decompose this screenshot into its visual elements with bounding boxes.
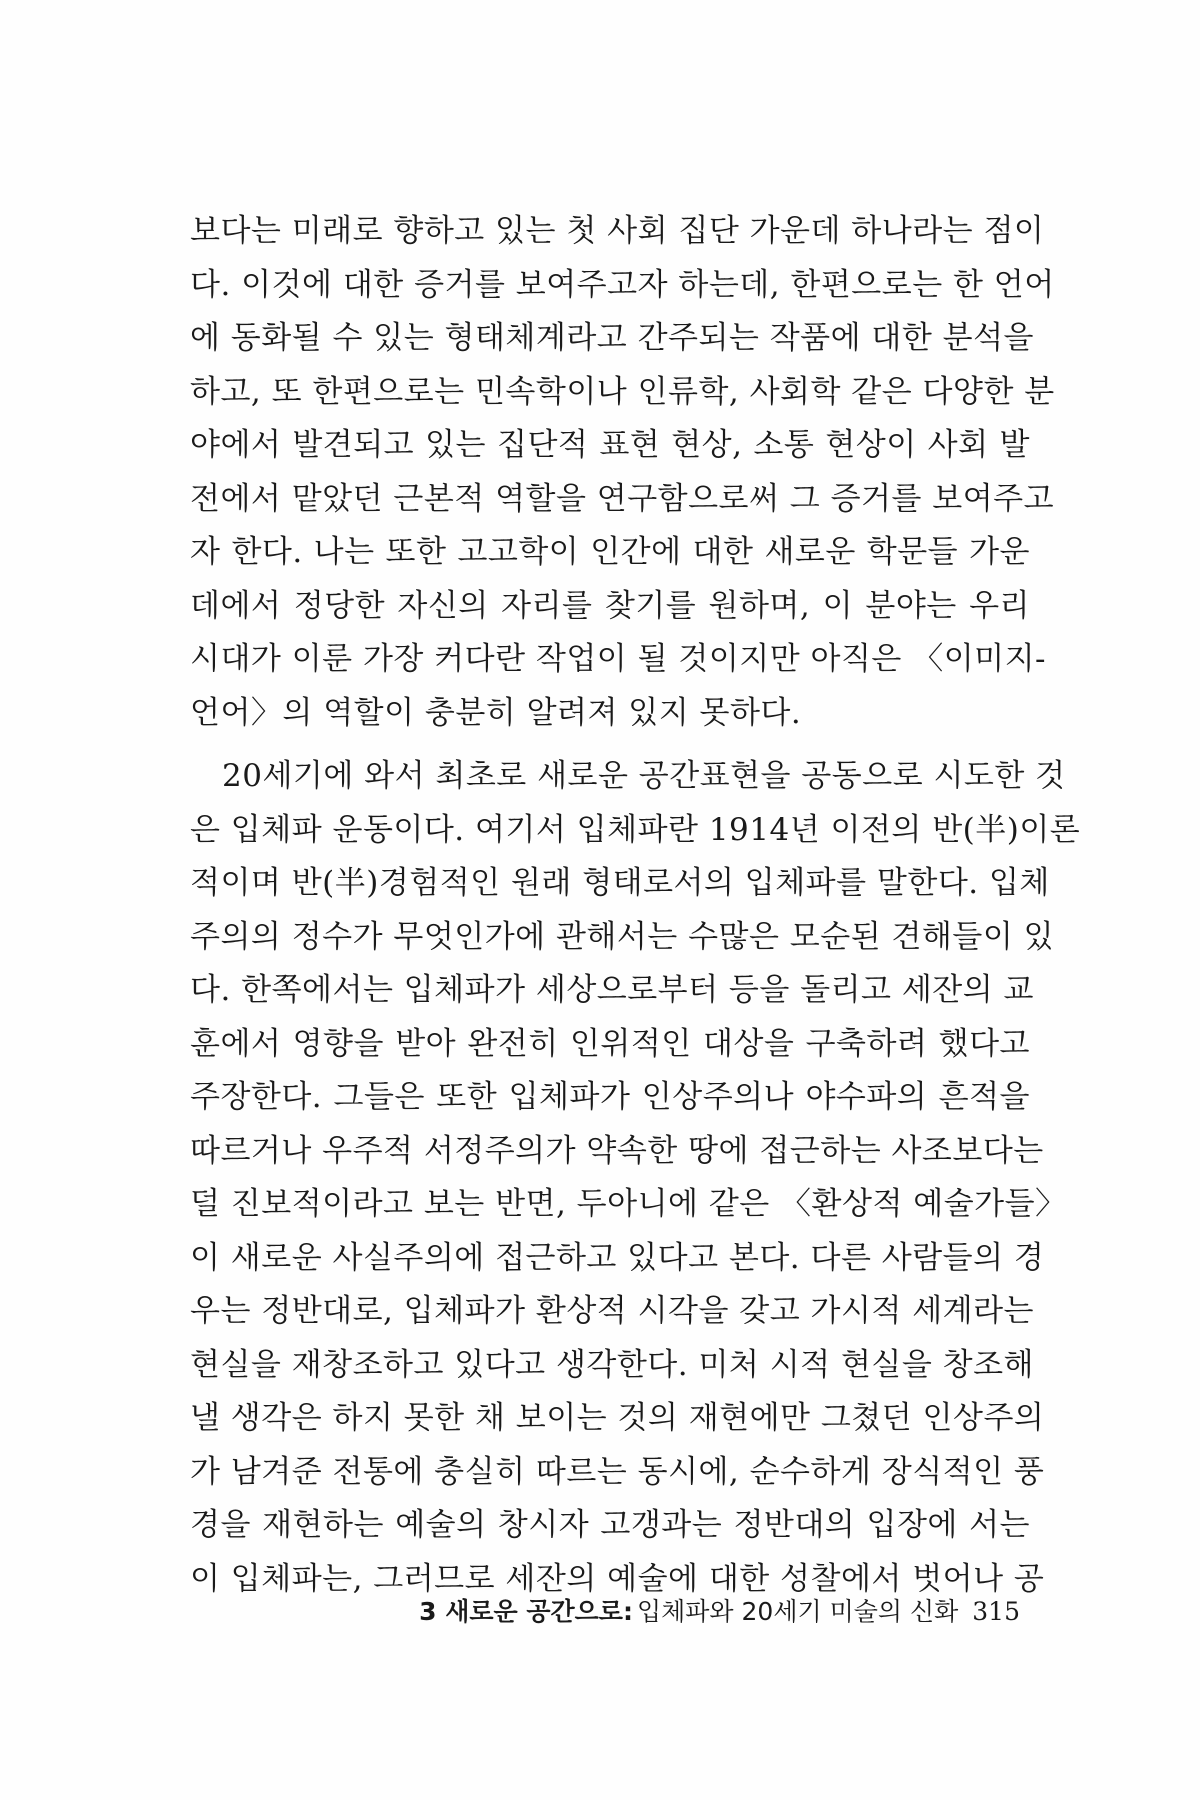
- text-line: 20세기에 와서 최초로 새로운 공간표현을 공동으로 시도한 것: [222, 758, 1066, 794]
- text-line: 다. 이것에 대한 증거를 보여주고자 하는데, 한편으로는 한 언어: [190, 266, 1055, 303]
- text-line: 이 입체파는, 그러므로 세잔의 예술에 대한 성찰에서 벗어나 공: [190, 1560, 1045, 1597]
- text-line: 자 한다. 나는 또한 고고학이 인간에 대한 새로운 학문들 가운: [190, 534, 1030, 570]
- text-line: 낼 생각은 하지 못한 채 보이는 것의 재현에만 그쳤던 인상주의: [190, 1400, 1045, 1436]
- text-line: 훈에서 영향을 받아 완전히 인위적인 대상을 구축하려 했다고: [190, 1025, 1030, 1062]
- paragraph-1: [190, 205, 1055, 740]
- text-line: 가 남겨준 전통에 충실히 따르는 동시에, 순수하게 장식적인 풍: [190, 1453, 1045, 1490]
- chapter-subtitle: 입체파와 20세기 미술의 신화: [636, 1597, 959, 1626]
- paragraph-2: [190, 750, 1081, 1606]
- text-line: 에 동화될 수 있는 형태체계라고 간주되는 작품에 대한 분석을: [190, 320, 1034, 356]
- text-line: 덜 진보적이라고 보는 반면, 두아니에 같은 〈환상적 예술가들〉: [190, 1186, 1067, 1222]
- text-line: 우는 정반대로, 입체파가 환상적 시각을 갖고 가시적 세계라는: [190, 1293, 1034, 1329]
- text-line: 적이며 반(半)경험적인 원래 형태로서의 입체파를 말한다. 입체: [190, 865, 1050, 901]
- text-line: 보다는 미래로 향하고 있는 첫 사회 집단 가운데 하나라는 점이: [190, 213, 1045, 249]
- text-line: 하고, 또 한편으로는 민속학이나 인류학, 사회학 같은 다양한 분: [190, 373, 1055, 410]
- chapter-title: 3 새로운 공간으로: [419, 1597, 623, 1626]
- text-line: 야에서 발견되고 있는 집단적 표현 현상, 소통 현상이 사회 발: [190, 427, 1030, 463]
- footer-separator: :: [622, 1597, 633, 1626]
- text-line: 은 입체파 운동이다. 여기서 입체파란 1914년 이전의 반(半)이론: [190, 811, 1081, 848]
- text-line: 현실을 재창조하고 있다고 생각한다. 미처 시적 현실을 창조해: [190, 1346, 1034, 1383]
- text-line: 데에서 정당한 자신의 자리를 찾기를 원하며, 이 분야는 우리: [190, 587, 1030, 624]
- text-line: 이 새로운 사실주의에 접근하고 있다고 본다. 다른 사람들의 경: [190, 1239, 1045, 1276]
- text-line: 다. 한쪽에서는 입체파가 세상으로부터 등을 돌리고 세잔의 교: [190, 972, 1034, 1008]
- text-line: 주장한다. 그들은 또한 입체파가 인상주의나 야수파의 흔적을: [190, 1079, 1030, 1115]
- text-line: 시대가 이룬 가장 커다란 작업이 될 것이지만 아직은 〈이미지-: [190, 641, 1047, 677]
- text-line: 경을 재현하는 예술의 창시자 고갱과는 정반대의 입장에 서는: [190, 1507, 1030, 1543]
- text-line: 언어〉의 역할이 충분히 알려져 있지 못하다.: [190, 694, 802, 731]
- page-number: 315: [972, 1597, 1020, 1626]
- text-line: 따르거나 우주적 서정주의가 약속한 땅에 접근하는 사조보다는: [190, 1132, 1044, 1169]
- running-footer: [419, 1592, 1020, 1628]
- text-line: 주의의 정수가 무엇인가에 관해서는 수많은 모순된 견해들이 있: [190, 918, 1055, 955]
- text-line: 전에서 맡았던 근본적 역할을 연구함으로써 그 증거를 보여주고: [190, 480, 1055, 517]
